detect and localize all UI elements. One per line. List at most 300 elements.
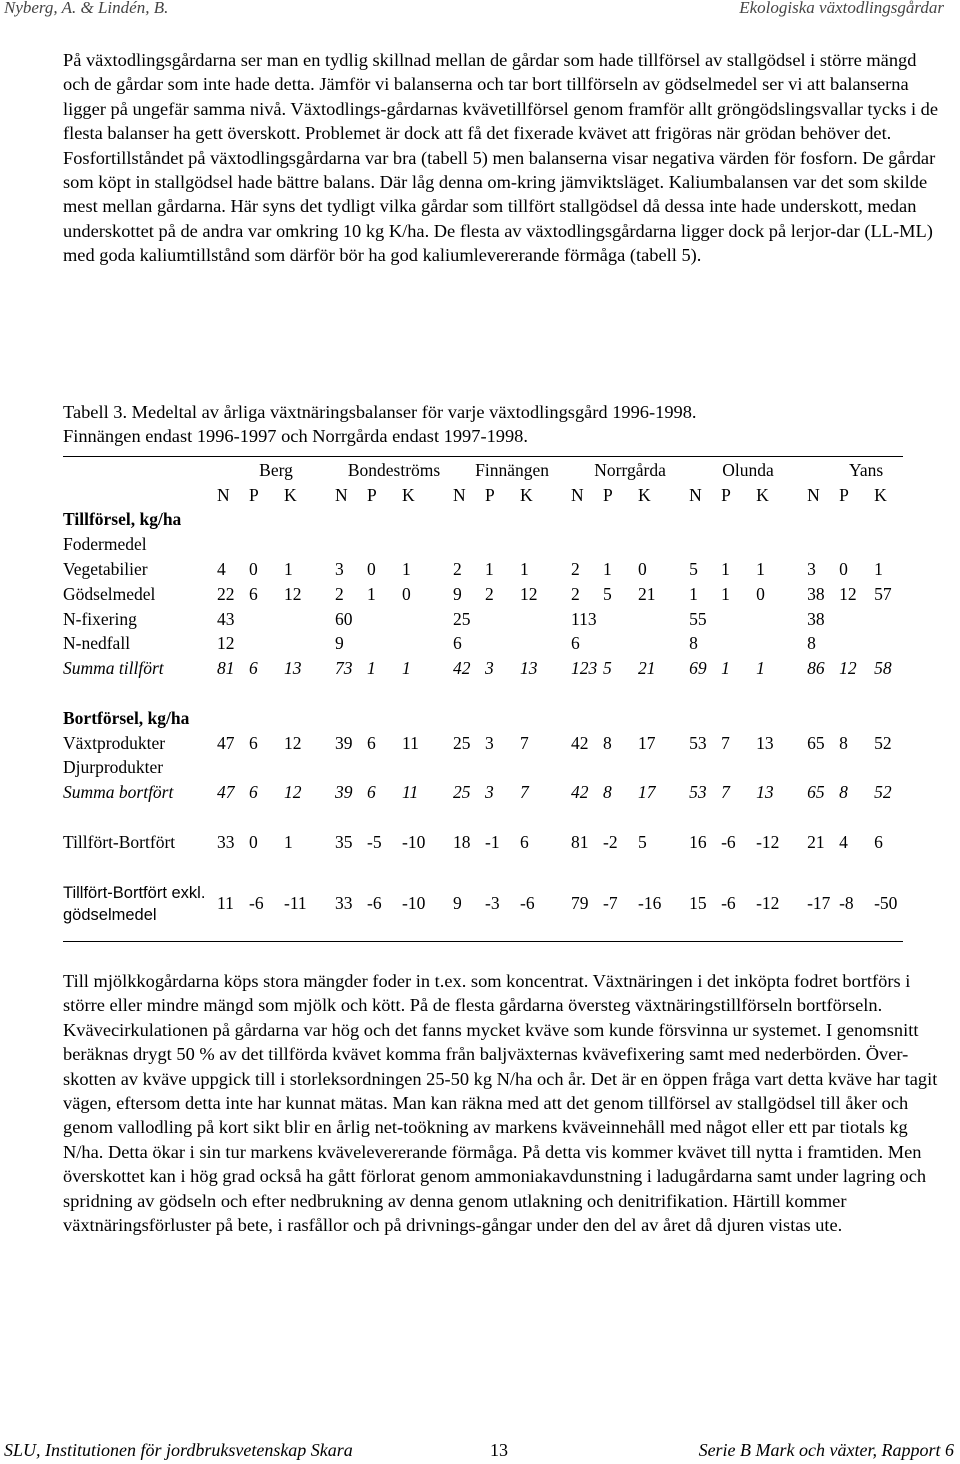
table-cell: 65: [807, 732, 825, 753]
table-cell: [485, 805, 520, 830]
nutrient-label: N: [807, 484, 820, 505]
nutrient-header-row: [63, 483, 925, 508]
table-cell: [756, 706, 807, 731]
table-cell: 113: [571, 608, 597, 629]
table-cell: [638, 632, 689, 657]
table-cell: 6: [453, 633, 462, 654]
nutrient-label: P: [603, 484, 613, 505]
table-cell: 25: [453, 608, 471, 629]
table-cell: 8: [603, 782, 612, 803]
table-cell: [603, 532, 638, 557]
table-cell: 18: [453, 831, 471, 852]
table-cell: 1: [756, 559, 765, 580]
table-row: [63, 706, 925, 731]
table-cell: [756, 855, 807, 880]
table-cell: [367, 681, 402, 706]
nutrient-label: N: [453, 484, 466, 505]
table-cell: -6: [721, 831, 736, 852]
table-cell: 58: [874, 658, 892, 679]
table-cell: 55: [689, 608, 707, 629]
table-cell: [603, 681, 638, 706]
table-cell: 4: [839, 831, 848, 852]
table-cell: [839, 805, 874, 830]
table-cell: 12: [839, 583, 857, 604]
table-row: [63, 830, 925, 855]
table-cell: [249, 508, 284, 533]
table-cell: 52: [874, 732, 892, 753]
table-cell: 0: [367, 559, 376, 580]
table-cell: 12: [284, 583, 302, 604]
table-cell: [807, 706, 839, 731]
nutrient-label: P: [485, 484, 495, 505]
table-cell: 21: [638, 583, 656, 604]
table-cell: [217, 756, 249, 781]
table-cell: [453, 855, 485, 880]
table-cell: 8: [807, 633, 816, 654]
farm-name-3: Norrgårda: [594, 459, 666, 480]
table-cell: 1: [284, 559, 293, 580]
table-cell: [402, 706, 453, 731]
table-cell: 13: [756, 732, 774, 753]
table-cell: 12: [520, 583, 538, 604]
table-cell: [217, 855, 249, 880]
farm-name-2: Finnängen: [475, 459, 549, 480]
table-cell: 8: [839, 732, 848, 753]
table-cell: 1: [284, 831, 293, 852]
nutrient-label: P: [721, 484, 731, 505]
header-authors: Nyberg, A. & Lindén, B.: [4, 0, 169, 17]
row-label: N-fixering: [63, 608, 137, 629]
table-caption: [63, 400, 943, 449]
table-row: [63, 632, 925, 657]
table-cell: 3: [485, 732, 494, 753]
table-cell: [485, 855, 520, 880]
table-cell: [485, 756, 520, 781]
paragraph-dairy: Till mjölkkogårdarna köps stora mängder foder in t.ex. som koncentrat. Växtnäringen i det inköpta fodret bortförs i större eller mindre mängd som mjölk och kött. På de flesta gårdarna översteg växtnäringstillförseln bortförseln. Kvävecirkulationen på gårdarna var hög och det fanns mycket kväve som kunde försvinna ur systemet. I genomsnitt beräknas drygt 50 % av det tillförda kvävet komma från baljväxternas kvävefixering samt med nederbörden. Över-skotten av kväve uppgick till i storleksordningen 25-50 kg N/ha och år. Det är en öppen fråga vart detta kväve har tagit vägen, eftersom detta inte har kunnat mätas. Man kan räkna med att det genom tillförsel av stallgödsel till åker och genom vallodling på kort sikt blir en årlig net-toökning av markens kväveinnehåll med något eller ett par tiotals kg N/ha. Detta ökar i sin tur markens kvävelevererande förmåga. På detta vis kommer kvävet till nytta i framtiden. Men överskottet kan i hög grad också ha gått förlorat genom ammoniakavdunstning i ladugårdarna samt under lagring och spridning av gödseln och efter nedbrukning av denna genom utlakning och denitrifikation. Härtill kommer växtnäringsförluster på bete, i rasfållor och på drivnings-gångar under den del av året då djuren vistas ute.: [63, 971, 938, 1236]
table-cell: 17: [638, 782, 656, 803]
table-cell: [571, 805, 603, 830]
table-cell: 42: [571, 732, 589, 753]
table-cell: [284, 607, 335, 632]
table-cell: [335, 681, 367, 706]
table-cell: [284, 756, 335, 781]
table-row: [63, 656, 925, 681]
nutrient-label: P: [839, 484, 849, 505]
row-label: [63, 855, 217, 880]
table-cell: 13: [756, 782, 774, 803]
table-cell: 11: [402, 732, 419, 753]
table-cell: 1: [402, 658, 411, 679]
table-cell: -6: [367, 893, 382, 914]
table-cell: 17: [638, 732, 656, 753]
table-cell: [520, 805, 571, 830]
row-label: [63, 805, 217, 830]
table-cell: 7: [520, 732, 529, 753]
farm-name-0: Berg: [259, 459, 293, 480]
table-cell: [571, 855, 603, 880]
table-cell: [453, 532, 485, 557]
table-cell: [874, 805, 925, 830]
table-cell: [756, 805, 807, 830]
table-cell: [874, 632, 925, 657]
table-cell: 39: [335, 732, 353, 753]
table-cell: [402, 607, 453, 632]
table-cell: 5: [638, 831, 647, 852]
table-cell: -10: [402, 831, 426, 852]
table-cell: 25: [453, 782, 471, 803]
table-cell: 1: [721, 559, 730, 580]
table-cell: [485, 532, 520, 557]
table-cell: -6: [520, 893, 535, 914]
table-cell: 6: [249, 658, 258, 679]
table-cell: [721, 532, 756, 557]
nutrient-label: K: [874, 484, 887, 505]
table-cell: 12: [839, 658, 857, 679]
table-row: [63, 607, 925, 632]
nutrient-label: N: [571, 484, 584, 505]
table-cell: [249, 632, 284, 657]
table-cell: [217, 805, 249, 830]
table-cell: 6: [249, 732, 258, 753]
table-cell: [284, 632, 335, 657]
header-blank-cell: [63, 458, 217, 483]
table-cell: 6: [520, 831, 529, 852]
table-cell: [689, 532, 721, 557]
table-top-rule: [63, 456, 903, 457]
table-cell: [520, 532, 571, 557]
table-cell: 1: [367, 658, 376, 679]
table-cell: 6: [249, 583, 258, 604]
table-cell: [453, 805, 485, 830]
table-cell: -2: [603, 831, 618, 852]
row-label: Fodermedel: [63, 534, 147, 555]
table-cell: [402, 532, 453, 557]
table-cell: 5: [603, 658, 612, 679]
table-cell: [485, 706, 520, 731]
page-footer: [0, 1440, 960, 1464]
table-cell: -1: [485, 831, 500, 852]
table-cell: 0: [402, 583, 411, 604]
table-cell: [638, 805, 689, 830]
table-cell: 2: [335, 583, 344, 604]
table-cell: 6: [367, 732, 376, 753]
table-cell: [571, 532, 603, 557]
nutrient-label: K: [638, 484, 651, 505]
table-cell: 13: [520, 658, 538, 679]
table-cell: [520, 681, 571, 706]
table-cell: [453, 681, 485, 706]
table-row: [63, 780, 925, 805]
table-cell: 2: [453, 559, 462, 580]
nutrient-label: N: [335, 484, 348, 505]
table-cell: 123: [571, 658, 598, 679]
row-label: Bortförsel, kg/ha: [63, 707, 190, 728]
table-cell: [756, 508, 807, 533]
table-cell: [520, 607, 571, 632]
row-label: N-nedfall: [63, 633, 131, 654]
table-bottom-rule: [63, 941, 903, 942]
table-cell: -10: [402, 893, 426, 914]
table-cell: [638, 855, 689, 880]
table-cell: [367, 706, 402, 731]
table-cell: [603, 632, 638, 657]
table-cell: [485, 632, 520, 657]
table-cell: [249, 805, 284, 830]
table-cell: [756, 681, 807, 706]
table-cell: 22: [217, 583, 235, 604]
table-cell: -5: [367, 831, 382, 852]
farm-header-row: [63, 458, 925, 483]
table-cell: 16: [689, 831, 707, 852]
table-cell: [249, 532, 284, 557]
nutrient-label: P: [249, 484, 259, 505]
table-row: [63, 508, 925, 533]
table-cell: [485, 607, 520, 632]
table-cell: 9: [453, 583, 462, 604]
table-cell: 7: [721, 782, 730, 803]
table-cell: [638, 508, 689, 533]
table-cell: -11: [284, 893, 307, 914]
table-cell: [453, 508, 485, 533]
table-cell: [721, 805, 756, 830]
table-cell: [284, 855, 335, 880]
table-cell: 3: [335, 559, 344, 580]
nutrient-balance-table: [63, 458, 925, 928]
table-row: [63, 557, 925, 582]
table-cell: [367, 805, 402, 830]
table-cell: 79: [571, 893, 589, 914]
table-cell: [485, 681, 520, 706]
table-cell: [756, 532, 807, 557]
table-cell: 13: [284, 658, 302, 679]
table-cell: [839, 706, 874, 731]
table-cell: [335, 855, 367, 880]
table-cell: 35: [335, 831, 353, 852]
table-cell: 38: [807, 608, 825, 629]
table-cell: [520, 756, 571, 781]
table-cell: 6: [874, 831, 883, 852]
nutrient-label: N: [217, 484, 230, 505]
table-cell: [874, 532, 925, 557]
table-cell: [284, 706, 335, 731]
table-cell: 57: [874, 583, 892, 604]
table-cell: 7: [721, 732, 730, 753]
paragraph-intro: På växtodlingsgårdarna ser man en tydlig skillnad mellan de gårdar som hade tillförsel av stallgödsel i större mängd och de gårdar som inte hade detta. Jämför vi balanserna och tar bort tillförseln av gödselmedel ser vi att balanserna ligger på ungefär samma nivå. Växtodlings-gårdarnas kvävetillförsel genom framför allt gröngödslingsvallar tycks i de flesta balanser ha gett överskott. Problemet är dock att få det fixerade kvävet att frigöras när grödan behöver det. Fosfortillståndet på växtodlingsgårdarna var bra (tabell 5) men balanserna visar negativa värden för fosforn. De gårdar som köpt in stallgödsel hade bättre balans. Där låg denna om-kring jämviktsläget. Kaliumbalansen var det som skilde mest mellan gårdarna. Här syns det tydligt vilka gårdar som tillfört stallgödsel då dessa inte hade underskott, medan underskottet på de andra var omkring 10 kg K/ha. De flesta av växtodlingsgårdarna ligger dock på lerjor-dar (LL-ML) med goda kaliumtillstånd som därför bör ha god kaliumlevererande förmåga (tabell 5).: [63, 50, 939, 266]
page-header: [0, 0, 960, 22]
table-cell: [402, 805, 453, 830]
table-cell: [402, 508, 453, 533]
table-cell: 4: [217, 559, 226, 580]
table-cell: 11: [217, 893, 234, 914]
table-cell: [689, 855, 721, 880]
table-cell: [367, 532, 402, 557]
row-label: Tillfört-Bortfört exkl. gödselmedel: [63, 883, 206, 924]
table-cell: 8: [839, 782, 848, 803]
table-cell: [367, 756, 402, 781]
table-cell: [638, 756, 689, 781]
table-cell: 21: [638, 658, 656, 679]
row-label: Växtprodukter: [63, 732, 166, 753]
header-blank-cell: [63, 483, 217, 508]
table-cell: -17: [807, 893, 831, 914]
table-cell: -12: [756, 893, 780, 914]
table-row: [63, 681, 925, 706]
table-cell: [284, 508, 335, 533]
table-cell: [520, 855, 571, 880]
table-cell: -16: [638, 893, 662, 914]
table-cell: [284, 805, 335, 830]
table-cell: [689, 706, 721, 731]
table-cell: 1: [520, 559, 529, 580]
table-cell: [839, 855, 874, 880]
table-cell: 6: [571, 633, 580, 654]
table-cell: [839, 607, 874, 632]
table-cell: [756, 607, 807, 632]
table-cell: -7: [603, 893, 618, 914]
table-row: [63, 582, 925, 607]
table-cell: [402, 756, 453, 781]
nutrient-label: K: [402, 484, 415, 505]
table-cell: [721, 632, 756, 657]
table-cell: 1: [721, 658, 730, 679]
table-cell: [335, 532, 367, 557]
table-cell: [689, 756, 721, 781]
table-cell: 8: [689, 633, 698, 654]
table-cell: 33: [335, 893, 353, 914]
header-title: Ekologiska växtodlingsgårdar: [739, 0, 944, 17]
table-cell: 1: [402, 559, 411, 580]
table-cell: [807, 532, 839, 557]
table-cell: [520, 508, 571, 533]
table-cell: [689, 681, 721, 706]
table-cell: 6: [367, 782, 376, 803]
footer-institution: SLU, Institutionen för jordbruksvetenskap Skara: [4, 1440, 353, 1460]
table-cell: 1: [603, 559, 612, 580]
row-label: Djurprodukter: [63, 757, 164, 778]
table-cell: [756, 632, 807, 657]
table-cell: [839, 632, 874, 657]
table-cell: -3: [485, 893, 500, 914]
nutrient-label: P: [367, 484, 377, 505]
table-cell: 2: [571, 583, 580, 604]
table-cell: 0: [839, 559, 848, 580]
table-cell: 11: [402, 782, 419, 803]
table-cell: [638, 706, 689, 731]
table-cell: -8: [839, 893, 854, 914]
table-cell: [839, 508, 874, 533]
table-cell: 9: [453, 893, 462, 914]
table-cell: -6: [721, 893, 736, 914]
table-cell: 3: [807, 559, 816, 580]
table-cell: 86: [807, 658, 825, 679]
table-cell: [520, 706, 571, 731]
table-cell: [571, 681, 603, 706]
table-cell: [603, 805, 638, 830]
table-cell: 42: [453, 658, 471, 679]
table-cell: [367, 632, 402, 657]
table-cell: [603, 756, 638, 781]
table-cell: 81: [571, 831, 589, 852]
table-cell: [217, 532, 249, 557]
row-label: Tillförsel, kg/ha: [63, 509, 182, 530]
table-cell: [638, 681, 689, 706]
table-cell: 2: [571, 559, 580, 580]
table-cell: [689, 508, 721, 533]
nutrient-label: K: [756, 484, 769, 505]
farm-name-5: Yans: [848, 459, 884, 480]
table-cell: [335, 508, 367, 533]
table-cell: 2: [485, 583, 494, 604]
footer-series: Serie B Mark och växter, Rapport 6: [698, 1440, 954, 1460]
table-cell: 12: [284, 732, 302, 753]
farm-name-1: Bondeströms: [347, 459, 441, 480]
table-cell: [367, 607, 402, 632]
table-cell: [839, 756, 874, 781]
table-cell: [335, 756, 367, 781]
table-cell: 1: [721, 583, 730, 604]
table-cell: 53: [689, 782, 707, 803]
table-cell: [571, 756, 603, 781]
table-cell: [638, 607, 689, 632]
table-cell: 0: [756, 583, 765, 604]
table-cell: [721, 706, 756, 731]
table-cell: [453, 706, 485, 731]
table-cell: [520, 632, 571, 657]
table-cell: [807, 681, 839, 706]
table-row: [63, 880, 925, 928]
table-cell: [249, 681, 284, 706]
table-cell: 25: [453, 732, 471, 753]
caption-line-2: Finnängen endast 1996-1997 och Norrgårda endast 1997-1998.: [63, 426, 528, 447]
table-cell: 38: [807, 583, 825, 604]
table-cell: 0: [249, 831, 258, 852]
row-label: Vegetabilier: [63, 559, 148, 580]
table-cell: [807, 855, 839, 880]
table-cell: [485, 508, 520, 533]
table-cell: [874, 706, 925, 731]
table-cell: 47: [217, 782, 235, 803]
table-cell: [721, 681, 756, 706]
table-cell: [335, 805, 367, 830]
table-cell: 73: [335, 658, 353, 679]
table-cell: 53: [689, 732, 707, 753]
table-cell: 8: [603, 732, 612, 753]
nutrient-label: K: [520, 484, 533, 505]
table-cell: [335, 706, 367, 731]
table-cell: [402, 681, 453, 706]
table-cell: [839, 532, 874, 557]
table-cell: [367, 855, 402, 880]
table-cell: 81: [217, 658, 235, 679]
table-cell: [874, 756, 925, 781]
table-cell: [402, 632, 453, 657]
table-cell: 43: [217, 608, 235, 629]
table-cell: 7: [520, 782, 529, 803]
nutrient-label: K: [284, 484, 297, 505]
table-cell: [603, 607, 638, 632]
table-cell: [603, 508, 638, 533]
table-cell: [249, 706, 284, 731]
table-cell: -12: [756, 831, 780, 852]
table-row: [63, 532, 925, 557]
row-label: Tillfört-Bortfört: [63, 831, 176, 852]
table-cell: [721, 508, 756, 533]
table-cell: 3: [485, 782, 494, 803]
table-cell: 60: [335, 608, 353, 629]
table-cell: [807, 756, 839, 781]
table-cell: -50: [874, 893, 898, 914]
table-cell: [571, 508, 603, 533]
